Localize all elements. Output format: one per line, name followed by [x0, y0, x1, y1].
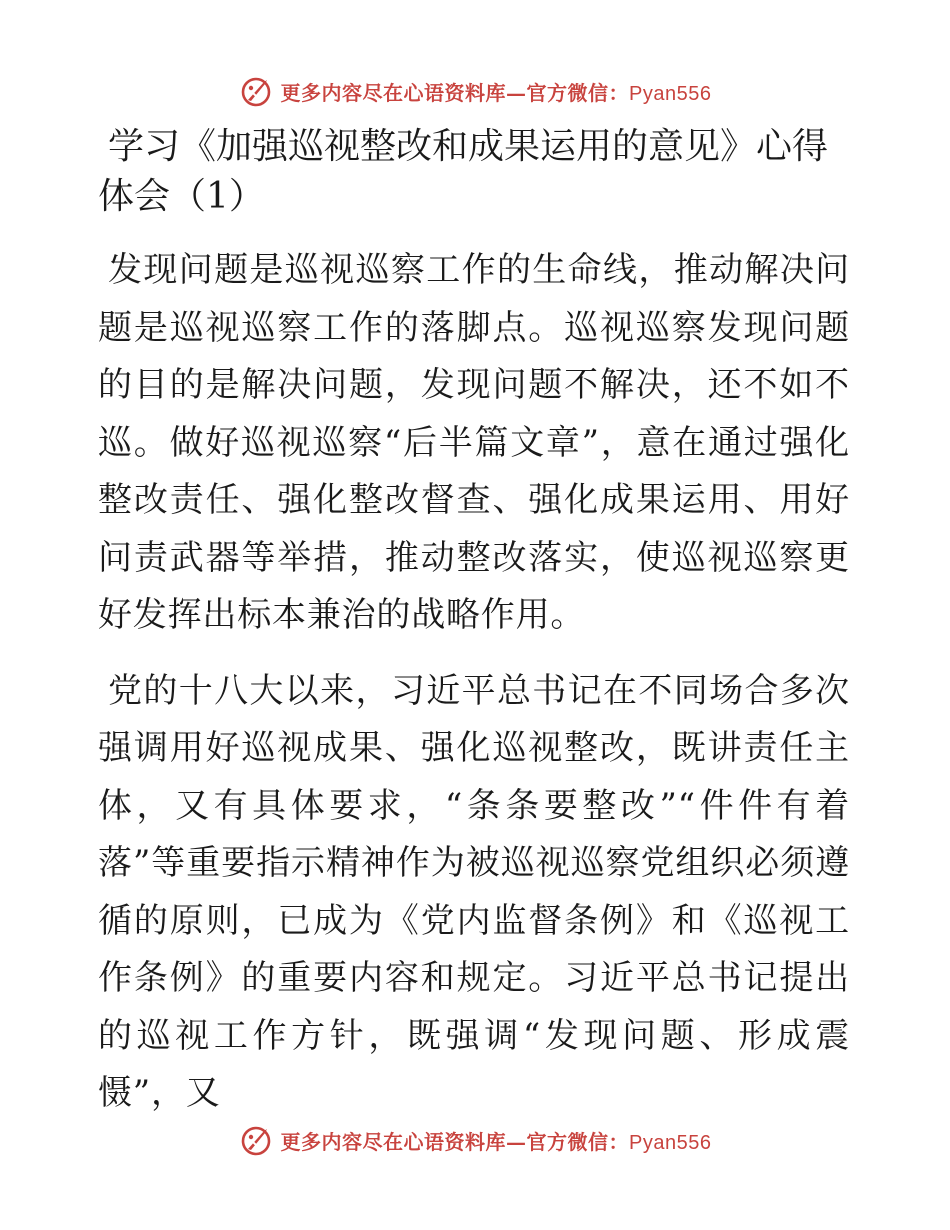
- header-banner-label: 更多内容尽在心语资料库—官方微信：: [280, 80, 630, 105]
- footer-banner-wechat: Pyan556: [629, 1131, 712, 1154]
- quill-logo-icon: [239, 1123, 273, 1157]
- body-paragraph: 发现问题是巡视巡察工作的生命线，推动解决问题是巡视巡察工作的落脚点。巡视巡察发现问题的目的是解决问题，发现问题不解决，还不如不巡。做好巡视巡察“后半篇文章”，意在通过强化整改责任、强化整改督查、强化成果运用、用好问责武器等举措，推动整改落实，使巡视巡察更好发挥出标本兼治的战略作用。: [98, 250, 850, 635]
- footer-banner-label: 更多内容尽在心语资料库—官方微信：: [280, 1129, 630, 1154]
- quill-logo-icon: [239, 74, 273, 108]
- body-paragraph: 党的十八大以来，习近平总书记在不同场合多次强调用好巡视成果、强化巡视整改，既讲责任主体，又有具体要求，“条条要整改”“件件有着落”等重要指示精神作为被巡视巡察党组织必须遵循的原则，已成为《党内监督条例》和《巡视工作条例》的重要内容和规定。习近平总书记提出的巡视工作方针，既强调“发现问题、形成震慑”，又: [98, 670, 850, 1113]
- document-body: [98, 122, 850, 1141]
- header-banner-text: [281, 77, 712, 106]
- header-banner-wechat: Pyan556: [629, 82, 712, 105]
- footer-banner-text: [281, 1126, 712, 1155]
- header-banner[interactable]: [0, 71, 950, 111]
- footer-banner[interactable]: [0, 1120, 950, 1160]
- document-title: 学习《加强巡视整改和成果运用的意见》心得体会（1）: [98, 126, 829, 217]
